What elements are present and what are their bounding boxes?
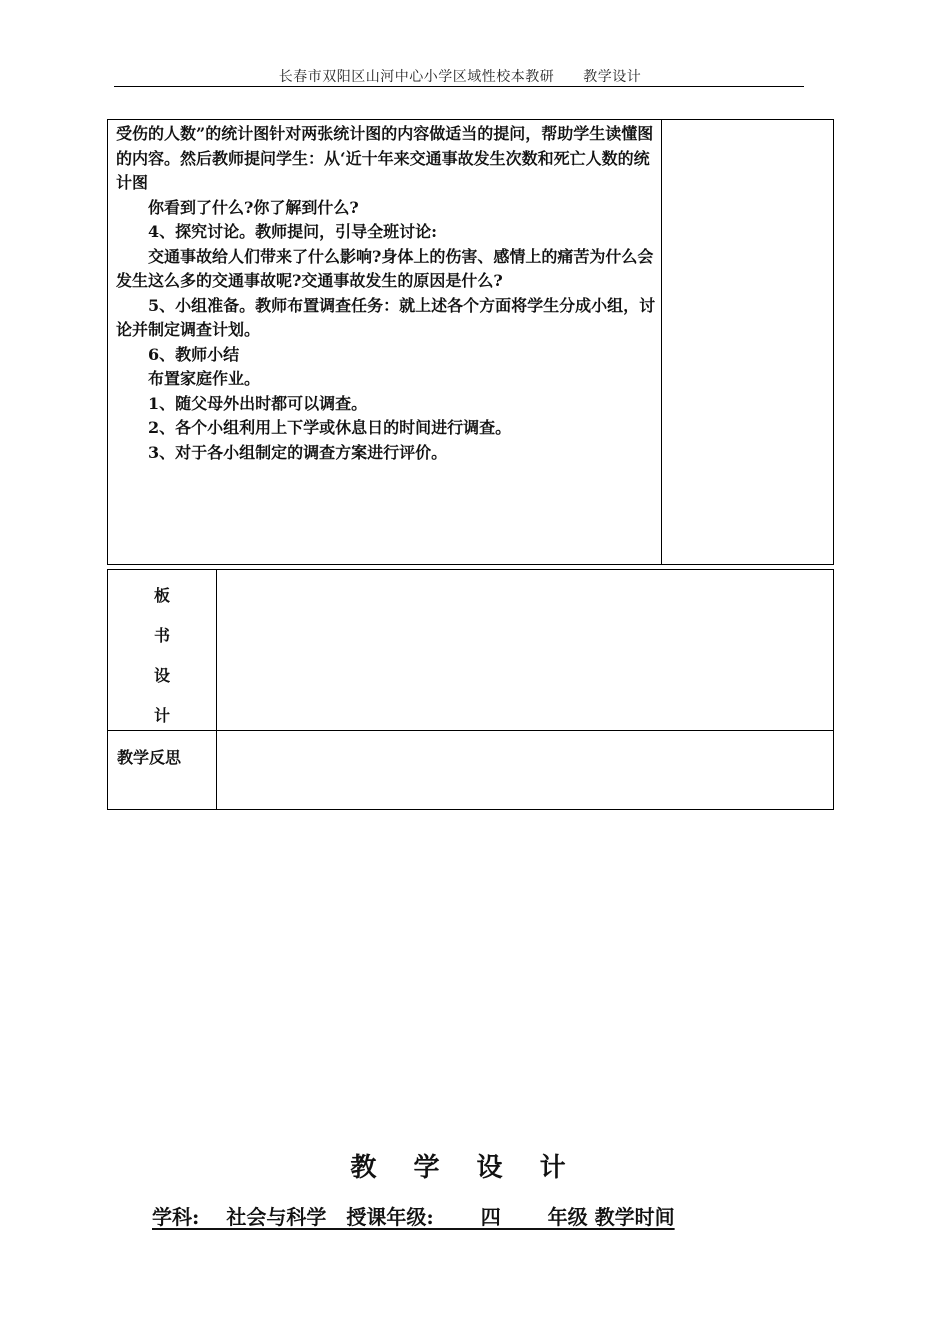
header-rule [114,86,804,87]
process-line: 6、教师小结 [148,344,240,364]
board-label-char: 设 [153,666,170,685]
process-line: 你看到了什么?你了解到什么? [148,197,359,217]
reflection-label: 教学反思 [117,748,182,767]
page-header: 长春市双阳区山河中心小学区域性校本教研 教学设计 [278,69,642,85]
process-line: 布置家庭作业。 [148,369,261,388]
board-label-char: 书 [153,626,170,645]
teaching-process-table [107,119,834,565]
row-divider [108,730,833,731]
board-label-char: 计 [153,706,170,725]
column-divider [661,120,662,564]
process-line: 3、对于各小组制定的调查方案进行评价。 [148,442,448,462]
process-line: 1、随父母外出时都可以调查。 [148,393,368,413]
section-title: 教 学 设 计 [350,1153,580,1183]
process-line: 2、各个小组利用上下学或休息日的时间进行调查。 [148,418,512,437]
process-text [116,122,656,465]
board-reflection-table [107,569,834,810]
process-line: 受伤的人数”的统计图针对两张统计图的内容做适当的提问，帮助学生读懂图的内容。然后教师提问学生：从‘近十年来交通事故发生次数和死亡人数的统计图 [116,124,654,192]
board-design-label [108,584,216,744]
board-label-char: 板 [153,586,170,605]
label-column-divider [216,570,217,809]
subject-line: 学科: 社会与科学 授课年级: 四 年级 教学时间 [152,1205,675,1229]
process-line: 交通事故给人们带来了什么影响?身体上的伤害、感情上的痛苦为什么会发生这么多的交通事故呢?交通事故发生的原因是什么? [116,246,654,290]
process-line: 5、小组准备。教师布置调查任务：就上述各个方面将学生分成小组，讨论并制定调查计划。 [116,295,656,339]
process-line: 4、探究讨论。教师提问，引导全班讨论: [148,222,438,241]
